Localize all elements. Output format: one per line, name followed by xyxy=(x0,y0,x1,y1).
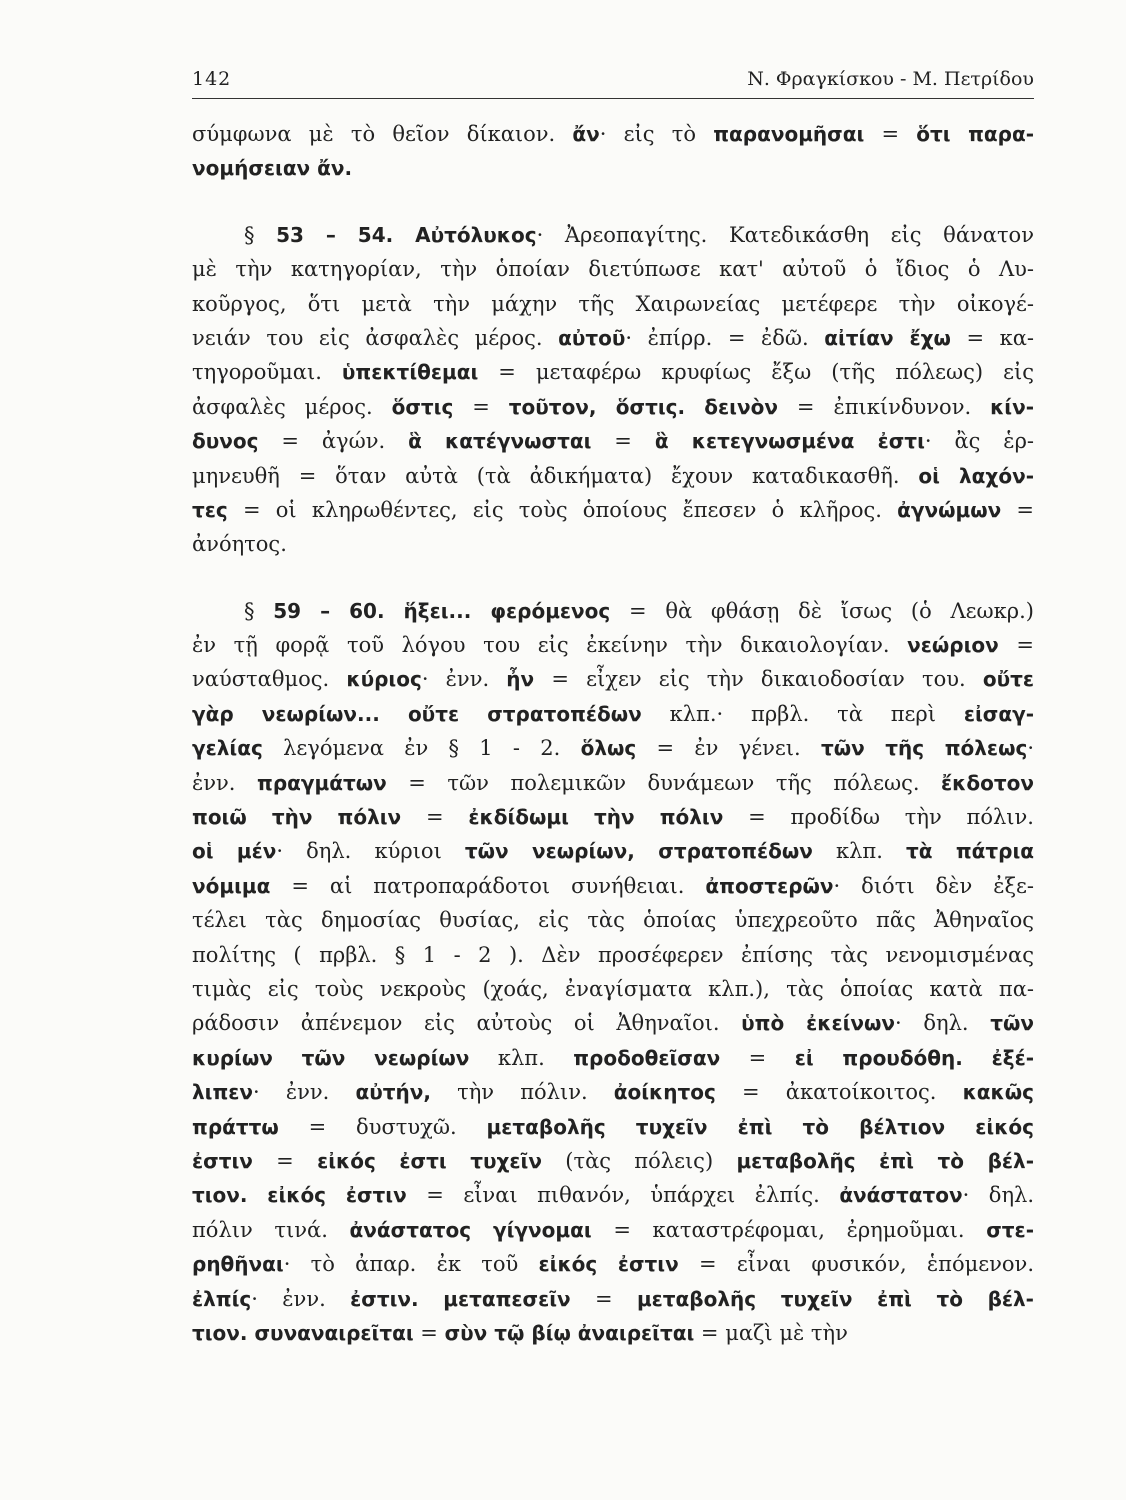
lemma-term: οἱ λαχόν- xyxy=(918,463,1034,488)
lemma-term: εἰκός ἐστιν xyxy=(538,1252,679,1277)
gloss-text: § xyxy=(244,598,274,623)
text-line xyxy=(192,1316,1034,1350)
lemma-term: ἦν xyxy=(506,667,535,692)
lemma-term: κακῶς xyxy=(962,1080,1034,1105)
gloss-text: = τῶν πολεμικῶν δυνάμεων τῆς πόλεως. xyxy=(386,770,942,795)
text-line xyxy=(192,1144,1034,1178)
text-line xyxy=(192,1178,1034,1212)
text-line xyxy=(192,218,1034,252)
text-line xyxy=(192,1282,1034,1316)
gloss-text: κλπ. xyxy=(469,1045,574,1070)
gloss-text: τιμὰς εἰς τοὺς νεκροὺς (χοάς, ἐναγίσματα κλπ.), τὰς ὁποίας κατὰ πα- xyxy=(192,976,1034,1001)
gloss-text: = θὰ φθάσῃ δὲ ἴσως (ὁ Λεωκρ.) xyxy=(610,598,1034,623)
text-line xyxy=(192,1247,1034,1281)
gloss-text: · ἐπίρρ. = ἐδῶ. xyxy=(625,325,825,350)
lemma-term: ἀγνώμων xyxy=(897,497,1002,522)
gloss-text: = ἀγών. xyxy=(258,429,409,454)
lemma-term: τῶν xyxy=(990,1011,1034,1036)
lemma-term: ὅτι παρα- xyxy=(916,122,1034,146)
lemma-term: εἰκός ἐστι τυχεῖν xyxy=(317,1148,542,1173)
text-line xyxy=(192,390,1034,424)
gloss-text: = δυστυχῶ. xyxy=(278,1114,487,1139)
gloss-text: ἐνν. xyxy=(192,770,258,795)
text-line xyxy=(192,1006,1034,1040)
lemma-term: τοῦτον, ὅστις. δεινὸν xyxy=(508,394,778,419)
lemma-term: ρηθῆναι xyxy=(192,1252,284,1277)
gloss-text: = μεταφέρω κρυφίως ἔξω (τῆς πόλεως) εἰς xyxy=(478,360,1034,385)
lemma-term: ἃ κετεγνωσμένα ἐστι xyxy=(654,429,925,454)
gloss-text: · τὸ ἀπαρ. ἐκ τοῦ xyxy=(283,1252,539,1277)
lemma-term: ἀνάστατος γίγνομαι xyxy=(349,1217,592,1242)
lemma-term: κίν- xyxy=(990,394,1034,419)
gloss-text: = xyxy=(998,633,1034,658)
gloss-text: · ἐνν. xyxy=(251,1286,351,1311)
lemma-term: ἃ κατέγνωσται xyxy=(408,429,592,454)
gloss-text: τηγοροῦμαι. xyxy=(192,360,342,385)
text-line xyxy=(192,287,1034,321)
lemma-term: γὰρ νεωρίων... οὔτε στρατοπέδων xyxy=(192,701,642,726)
gloss-text: · xyxy=(1027,736,1034,761)
gloss-text: = προδίδω τὴν πόλιν. xyxy=(723,805,1034,830)
gloss-text: νειάν του εἰς ἀσφαλὲς μέρος. xyxy=(192,325,559,350)
lemma-term: ὑπεκτίθεμαι xyxy=(341,360,479,385)
gloss-text: κοῦργος, ὅτι μετὰ τὴν μάχην τῆς Χαιρωνείας μετέφερε τὴν οἰκογέ- xyxy=(192,291,1034,316)
lemma-term: ὑπὸ ἐκείνων xyxy=(741,1011,896,1036)
text-line xyxy=(192,834,1034,868)
lemma-term: ὅλως xyxy=(580,736,637,761)
lemma-term: νεώριον xyxy=(907,633,999,658)
gloss-text: (τὰς πόλεις) xyxy=(541,1148,737,1173)
gloss-text: · ἐνν. xyxy=(421,667,507,692)
lemma-term: ἐστιν xyxy=(192,1148,253,1173)
gloss-text: = xyxy=(864,122,917,146)
lemma-term: τιον. συναναιρεῖται xyxy=(192,1320,414,1345)
text-line xyxy=(192,938,1034,972)
gloss-text: πολίτης ( πρβλ. § 1 - 2 ). Δὲν προσέφερεν ἐπίσης τὰς νενομισμένας xyxy=(192,942,1034,967)
lemma-term: μεταβολῆς τυχεῖν ἐπὶ τὸ βέλ- xyxy=(636,1286,1034,1311)
text-line xyxy=(192,355,1034,389)
gloss-text: = μαζὶ μὲ τὴν xyxy=(694,1320,848,1345)
gloss-text: = xyxy=(570,1286,637,1311)
gloss-text: = αἱ πατροπαράδοτοι συνήθειαι. xyxy=(270,873,706,898)
text-line xyxy=(192,151,1034,185)
gloss-text: λεγόμενα ἐν § 1 - 2. xyxy=(262,736,581,761)
lemma-term: στε- xyxy=(986,1217,1034,1242)
gloss-text: κλπ.· πρβλ. τὰ περὶ xyxy=(641,701,964,726)
lemma-term: ἀοίκητος xyxy=(613,1080,716,1105)
lemma-term: τες xyxy=(192,497,228,522)
lemma-term: ὅστις xyxy=(391,394,454,419)
text-line xyxy=(192,1075,1034,1109)
page-header xyxy=(192,66,1034,99)
text-line xyxy=(192,628,1034,662)
gloss-text: = ἐν γένει. xyxy=(636,736,821,761)
lemma-term: 53 – 54. Αὐτόλυκος xyxy=(276,222,537,247)
gloss-text: = xyxy=(413,1320,445,1345)
gloss-text: ἀνόητος. xyxy=(192,532,287,557)
page-number: 142 xyxy=(192,68,232,90)
gloss-text: · διότι δὲν ἐξε- xyxy=(833,873,1034,898)
text-line xyxy=(192,252,1034,286)
lemma-term: σὺν τῷ βίῳ ἀναιρεῖται xyxy=(444,1320,695,1345)
gloss-text: μηνευθῆ = ὅταν αὐτὰ (τὰ ἀδικήματα) ἔχουν καταδικασθῆ. xyxy=(192,463,919,488)
lemma-term: πραγμάτων xyxy=(257,770,387,795)
gloss-text: = εἶναι φυσικόν, ἑπόμενον. xyxy=(678,1252,1034,1277)
lemma-term: εἰ προυδόθη. ἐξέ- xyxy=(794,1045,1034,1070)
lemma-term: νόμιμα xyxy=(192,873,271,898)
commentary-text xyxy=(192,117,1034,1350)
lemma-term: πράττω xyxy=(192,1114,279,1139)
lemma-term: προδοθεῖσαν xyxy=(573,1045,721,1070)
gloss-text: = xyxy=(1001,497,1034,522)
gloss-text: ἐν τῇ φορᾷ τοῦ λόγου του εἰς ἐκείνην τὴν δικαιολογίαν. xyxy=(192,633,908,658)
text-line xyxy=(192,117,1034,151)
gloss-text: · Ἀρεοπαγίτης. Κατεδικάσθη εἰς θάνατον xyxy=(536,222,1034,247)
gloss-text: = xyxy=(453,394,509,419)
gloss-text: κλπ. xyxy=(812,839,906,864)
running-title: Ν. Φραγκίσκου - Μ. Πετρίδου xyxy=(747,68,1034,90)
gloss-text: = εἶναι πιθανόν, ὑπάρχει ἐλπίς. xyxy=(406,1183,840,1208)
lemma-term: μεταβολῆς τυχεῖν ἐπὶ τὸ βέλτιον εἰκός xyxy=(486,1114,1034,1139)
text-line xyxy=(192,424,1034,458)
gloss-text: · δηλ. xyxy=(895,1011,991,1036)
lemma-term: ἐστιν. μεταπεσεῖν xyxy=(350,1286,571,1311)
lemma-term: οἱ μέν xyxy=(192,839,277,864)
paragraph-gap xyxy=(192,186,1034,218)
gloss-text: ράδοσιν ἀπένεμον εἰς αὐτοὺς οἱ Ἀθηναῖοι. xyxy=(192,1011,742,1036)
lemma-term: 59 – 60. ἥξει... φερόμενος xyxy=(273,598,611,623)
lemma-term: τῶν νεωρίων, στρατοπέδων xyxy=(464,839,813,864)
lemma-term: οὔτε xyxy=(982,667,1034,692)
gloss-text: σύμφωνα μὲ τὸ θεῖον δίκαιον. xyxy=(192,122,573,146)
lemma-term: κυρίων τῶν νεωρίων xyxy=(192,1045,470,1070)
text-line xyxy=(192,321,1034,355)
text-line xyxy=(192,800,1034,834)
gloss-text: = ἀκατοίκοιτος. xyxy=(715,1080,963,1105)
lemma-term: αἰτίαν ἔχω xyxy=(824,325,951,350)
text-line xyxy=(192,869,1034,903)
gloss-text: ἀσφαλὲς μέρος. xyxy=(192,394,392,419)
lemma-term: κύριος xyxy=(346,667,422,692)
lemma-term: λιπεν xyxy=(192,1080,254,1105)
gloss-text: = xyxy=(591,429,655,454)
lemma-term: ἔκδοτον xyxy=(941,770,1034,795)
gloss-text: ναύσταθμος. xyxy=(192,667,347,692)
gloss-text: τέλει τὰς δημοσίας θυσίας, εἰς τὰς ὁποίας ὑπεχρεοῦτο πᾶς Ἀθηναῖος xyxy=(192,908,1034,933)
lemma-term: ἐκδίδωμι τὴν πόλιν xyxy=(468,805,724,830)
text-line xyxy=(192,903,1034,937)
lemma-term: εἰσαγ- xyxy=(963,701,1034,726)
gloss-text: = κα- xyxy=(950,325,1034,350)
text-line xyxy=(192,766,1034,800)
gloss-text: πόλιν τινά. xyxy=(192,1217,350,1242)
text-line xyxy=(192,1041,1034,1075)
lemma-term: ποιῶ τὴν πόλιν xyxy=(192,805,402,830)
lemma-term: αὐτοῦ xyxy=(558,325,626,350)
text-line xyxy=(192,459,1034,493)
lemma-term: ἄν xyxy=(572,122,600,146)
text-line xyxy=(192,1213,1034,1247)
gloss-text: § xyxy=(244,222,277,247)
lemma-term: μεταβολῆς ἐπὶ τὸ βέλ- xyxy=(736,1148,1034,1173)
lemma-term: αὐτήν, xyxy=(355,1080,431,1105)
text-line xyxy=(192,731,1034,765)
lemma-term: ἀποστερῶν xyxy=(705,873,834,898)
gloss-text: μὲ τὴν κατηγορίαν, τὴν ὁποίαν διετύπωσε κατ' αὐτοῦ ὁ ἴδιος ὁ Λυ- xyxy=(192,257,1034,282)
gloss-text: = xyxy=(252,1148,318,1173)
lemma-term: παρανομῆσαι xyxy=(713,122,865,146)
gloss-text: · ἂς ἑρ- xyxy=(924,429,1034,454)
lemma-term: τῶν τῆς πόλεως xyxy=(820,736,1028,761)
lemma-term: δυνος xyxy=(192,429,259,454)
gloss-text: = xyxy=(720,1045,795,1070)
lemma-term: τιον. εἰκός ἐστιν xyxy=(192,1183,407,1208)
paragraph-gap xyxy=(192,562,1034,594)
gloss-text: · δηλ. κύριοι xyxy=(276,839,465,864)
text-line xyxy=(192,594,1034,628)
gloss-text: = ἐπικίνδυνον. xyxy=(777,394,991,419)
text-line xyxy=(192,1110,1034,1144)
text-line xyxy=(192,527,1034,561)
gloss-text: = οἱ κληρωθέντες, εἰς τοὺς ὁποίους ἔπεσεν ὁ κλῆρος. xyxy=(227,497,898,522)
text-line xyxy=(192,697,1034,731)
gloss-text: = καταστρέφομαι, ἐρημοῦμαι. xyxy=(591,1217,987,1242)
text-line xyxy=(192,972,1034,1006)
gloss-text: τὴν πόλιν. xyxy=(430,1080,614,1105)
text-line xyxy=(192,493,1034,527)
lemma-term: νομήσειαν ἄν. xyxy=(192,156,353,181)
lemma-term: γελίας xyxy=(192,736,263,761)
gloss-text: = εἶχεν εἰς τὴν δικαιοδοσίαν του. xyxy=(534,667,983,692)
lemma-term: ἐλπίς xyxy=(192,1286,252,1311)
gloss-text: = xyxy=(401,805,469,830)
gloss-text: · δηλ. xyxy=(962,1183,1034,1208)
lemma-term: τὰ πάτρια xyxy=(905,839,1034,864)
gloss-text: · εἰς τὸ xyxy=(599,122,714,146)
gloss-text: · ἐνν. xyxy=(253,1080,356,1105)
text-line xyxy=(192,662,1034,696)
lemma-term: ἀνάστατον xyxy=(839,1183,963,1208)
